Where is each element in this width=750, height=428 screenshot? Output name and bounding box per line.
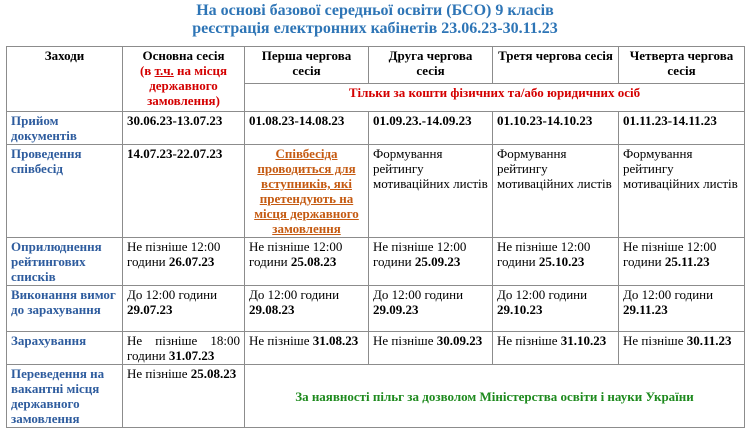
- requirements-s4: [619, 286, 745, 332]
- intake-s4: 01.11.23-14.11.23: [619, 112, 745, 145]
- requirements-prefix: До 12:00 години: [497, 287, 588, 302]
- enrollment-prefix: Не пізніше: [249, 333, 313, 348]
- enrollment-date: 31.10.23: [560, 333, 607, 348]
- rating-prefix: Не пізніше 12:00 години: [497, 239, 591, 269]
- requirements-date: 29.10.23: [497, 302, 543, 317]
- header-session-3: Третя чергова сесія: [493, 47, 619, 84]
- interview-s4: Формування рейтингу мотиваційних листів: [619, 145, 745, 238]
- enrollment-date: 30.11.23: [686, 333, 732, 348]
- enrollment-prefix: Не пізніше: [497, 333, 561, 348]
- paid-only-note: Тільки за кошти фізичних та/або юридичних осіб: [245, 84, 745, 112]
- header-session-4: Четверта чергова сесія: [619, 47, 745, 84]
- interview-s2: Формування рейтингу мотиваційних листів: [369, 145, 493, 238]
- header-session-2: Друга чергова сесія: [369, 47, 493, 84]
- interview-main: 14.07.23-22.07.23: [123, 145, 245, 238]
- rating-date: 25.08.23: [290, 254, 337, 269]
- header-session-1: Перша чергова сесія: [245, 47, 369, 84]
- intake-s1: 01.08.23-14.08.23: [245, 112, 369, 145]
- intake-s2: 01.09.23.-14.09.23: [369, 112, 493, 145]
- page-title: На основі базової середньої освіти (БСО) 9 класів: [196, 2, 554, 19]
- requirements-main: [123, 286, 245, 332]
- requirements-date: 29.07.23: [127, 302, 173, 317]
- table-row: [7, 332, 745, 365]
- table-row: [7, 286, 745, 332]
- table-row: [7, 365, 745, 428]
- requirements-prefix: До 12:00 години: [127, 287, 218, 302]
- note-rest: на місця державного замовлення): [147, 63, 228, 108]
- row-label-enrollment: Зарахування: [7, 332, 123, 365]
- transfer-prefix: Не пізніше: [127, 366, 191, 381]
- transfer-main: [123, 365, 245, 428]
- requirements-prefix: До 12:00 години: [373, 287, 464, 302]
- rating-s4: [619, 238, 745, 286]
- rating-prefix: Не пізніше 12:00 години: [623, 239, 717, 269]
- header-measures: Заходи: [7, 47, 123, 112]
- interview-s3: Формування рейтингу мотиваційних листів: [493, 145, 619, 238]
- row-label-rating: Оприлюднення рейтингових списків: [7, 238, 123, 286]
- requirements-s3: [493, 286, 619, 332]
- rating-date: 25.11.23: [664, 254, 710, 269]
- transfer-benefits-note: За наявності пільг за дозволом Міністерства освіти і науки України: [245, 365, 745, 428]
- enrollment-date: 31.08.23: [312, 333, 359, 348]
- requirements-prefix: До 12:00 години: [249, 287, 340, 302]
- enrollment-main: [123, 332, 245, 365]
- rating-s2: [369, 238, 493, 286]
- enrollment-date: 30.09.23: [436, 333, 483, 348]
- rating-main: [123, 238, 245, 286]
- rating-prefix: Не пізніше 12:00 години: [373, 239, 467, 269]
- requirements-s2: [369, 286, 493, 332]
- enrollment-s2: [369, 332, 493, 365]
- enrollment-date: 31.07.23: [168, 348, 215, 363]
- table-row: [7, 145, 745, 238]
- requirements-s1: [245, 286, 369, 332]
- header-row: [7, 47, 745, 84]
- header-main-session-label: Основна сесія: [142, 48, 225, 63]
- header-main-session: [123, 47, 245, 112]
- intake-s3: 01.10.23-14.10.23: [493, 112, 619, 145]
- rating-date: 25.10.23: [538, 254, 585, 269]
- enrollment-s3: [493, 332, 619, 365]
- rating-date: 25.09.23: [414, 254, 461, 269]
- rating-s1: [245, 238, 369, 286]
- enrollment-prefix: Не пізніше: [623, 333, 687, 348]
- table-row: [7, 112, 745, 145]
- header-main-session-note: [140, 63, 227, 108]
- enrollment-s4: [619, 332, 745, 365]
- row-label-intake: Прийом документів: [7, 112, 123, 145]
- row-label-requirements: Виконання вимог до зарахування: [7, 286, 123, 332]
- requirements-date: 29.11.23: [623, 302, 668, 317]
- enrollment-s1: [245, 332, 369, 365]
- enrollment-prefix: Не пізніше 18:00 години: [127, 333, 240, 363]
- admission-schedule-table: [6, 46, 745, 428]
- note-tch: т.ч.: [154, 63, 174, 78]
- row-label-transfer: Переведення на вакантні місця державного замовлення: [7, 365, 123, 428]
- rating-prefix: Не пізніше 12:00 години: [127, 239, 221, 269]
- row-label-interview: Проведення співбесід: [7, 145, 123, 238]
- intake-main: 30.06.23-13.07.23: [123, 112, 245, 145]
- requirements-date: 29.08.23: [249, 302, 295, 317]
- table-row: [7, 238, 745, 286]
- requirements-date: 29.09.23: [373, 302, 419, 317]
- rating-date: 26.07.23: [168, 254, 215, 269]
- requirements-prefix: До 12:00 години: [623, 287, 714, 302]
- rating-prefix: Не пізніше 12:00 години: [249, 239, 343, 269]
- transfer-date: 25.08.23: [190, 366, 237, 381]
- rating-s3: [493, 238, 619, 286]
- interview-s1: Співбесіда проводиться для вступників, які претендують на місця державного замовлення: [245, 145, 369, 238]
- note-prefix: (в: [139, 63, 155, 78]
- page-subtitle: реєстрація електронних кабінетів 23.06.23-30.11.23: [192, 20, 558, 37]
- enrollment-prefix: Не пізніше: [373, 333, 437, 348]
